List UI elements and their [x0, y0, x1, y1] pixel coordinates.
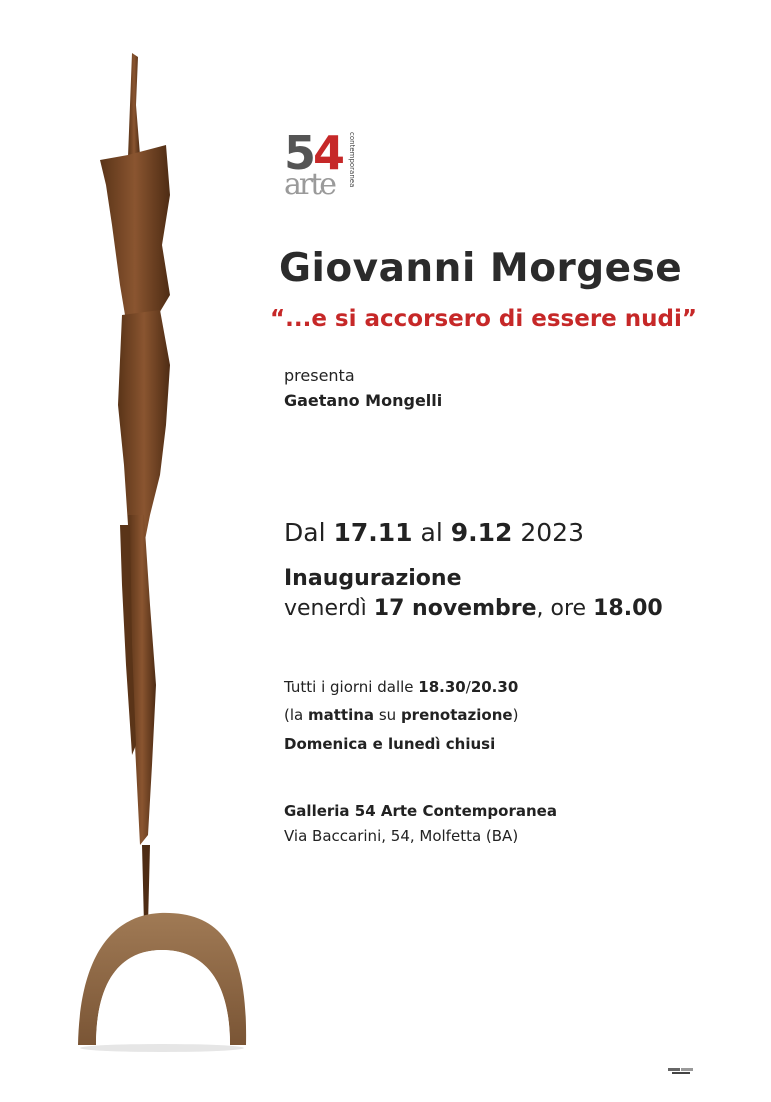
opening-datetime: venerdì 17 novembre, ore 18.00: [284, 596, 663, 621]
logo-word: arte: [284, 167, 335, 202]
closed-days: Domenica e lunedì chiusi: [284, 735, 496, 753]
presenter-name: Gaetano Mongelli: [284, 391, 443, 410]
gallery-logo: [284, 126, 356, 204]
artist-name: Giovanni Morgese: [279, 246, 683, 291]
hours-note: (la mattina su prenotazione): [284, 706, 519, 724]
printer-credit-logo: [668, 1066, 694, 1076]
venue-address: Via Baccarini, 54, Molfetta (BA): [284, 827, 519, 845]
sculpture-image: [70, 45, 270, 1055]
presenter-label: presenta: [284, 366, 355, 385]
exhibition-title: “...e si accorsero di essere nudi”: [270, 306, 697, 332]
venue-name: Galleria 54 Arte Contemporanea: [284, 802, 557, 820]
logo-number: 54: [284, 126, 343, 180]
exhibition-dates: Dal 17.11 al 9.12 2023: [284, 518, 584, 547]
opening-hours: Tutti i giorni dalle 18.30/20.30: [284, 678, 519, 696]
logo-vertical-text: contemporanea: [348, 132, 356, 188]
opening-label: Inaugurazione: [284, 566, 462, 591]
